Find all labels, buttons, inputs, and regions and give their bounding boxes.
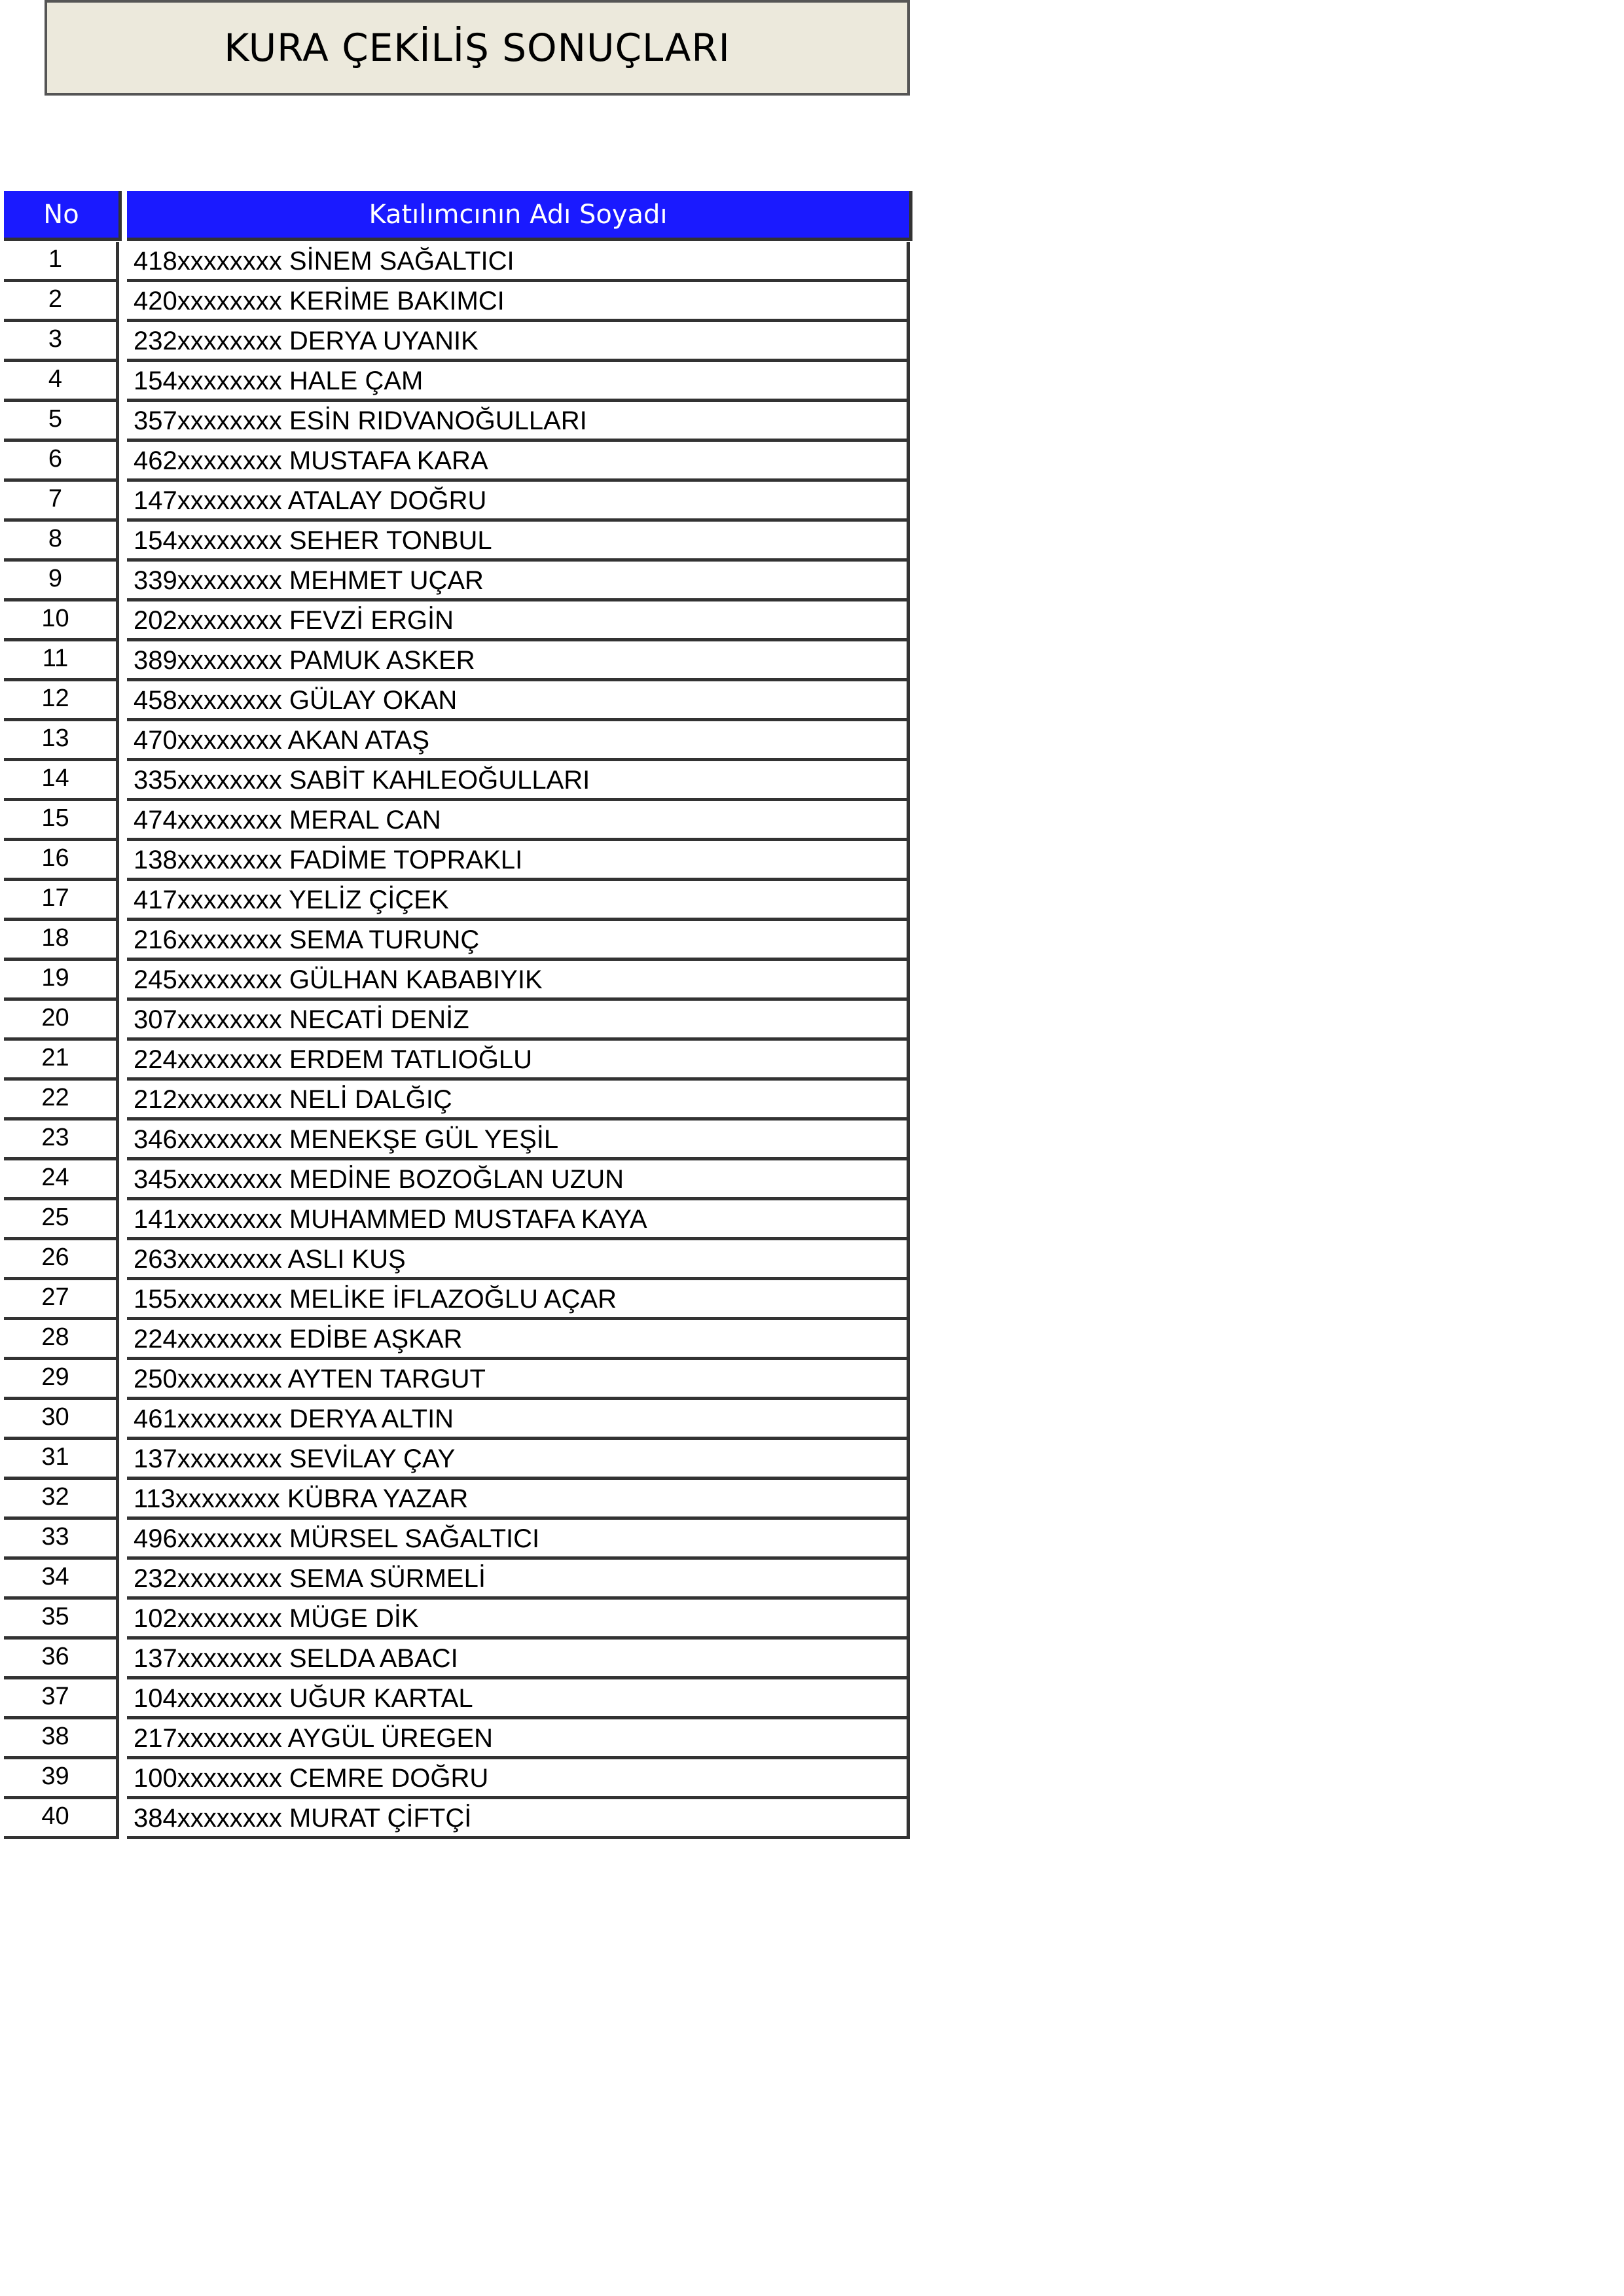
table-row	[4, 961, 912, 1001]
participant-name: 102xxxxxxxx MÜGE DİK	[127, 1600, 910, 1640]
row-number: 5	[4, 402, 119, 442]
participant-name: 335xxxxxxxx SABİT KAHLEOĞULLARI	[127, 761, 910, 801]
table-row	[4, 282, 912, 322]
participant-name: 417xxxxxxxx YELİZ ÇİÇEK	[127, 881, 910, 921]
participant-name: 496xxxxxxxx MÜRSEL SAĞALTICI	[127, 1520, 910, 1560]
table-row	[4, 402, 912, 442]
participant-name: 357xxxxxxxx ESİN RIDVANOĞULLARI	[127, 402, 910, 442]
table-row	[4, 1640, 912, 1679]
table-row	[4, 721, 912, 761]
participant-name: 418xxxxxxxx SİNEM SAĞALTICI	[127, 242, 910, 282]
row-number: 18	[4, 921, 119, 961]
row-number: 25	[4, 1200, 119, 1240]
row-number: 4	[4, 362, 119, 402]
table-row	[4, 1360, 912, 1400]
table-row	[4, 522, 912, 562]
row-number: 16	[4, 841, 119, 881]
participant-name: 470xxxxxxxx AKAN ATAŞ	[127, 721, 910, 761]
table-row	[4, 442, 912, 482]
row-number: 36	[4, 1640, 119, 1679]
table-header	[4, 191, 912, 241]
table-row	[4, 601, 912, 641]
row-number: 35	[4, 1600, 119, 1640]
participant-name: 384xxxxxxxx MURAT ÇİFTÇİ	[127, 1799, 910, 1839]
row-number: 3	[4, 322, 119, 362]
table-row	[4, 242, 912, 282]
participant-name: 232xxxxxxxx SEMA SÜRMELİ	[127, 1560, 910, 1600]
participant-name: 339xxxxxxxx MEHMET UÇAR	[127, 562, 910, 601]
participant-name: 137xxxxxxxx SEVİLAY ÇAY	[127, 1440, 910, 1480]
participant-name: 346xxxxxxxx MENEKŞE GÜL YEŞİL	[127, 1121, 910, 1160]
table-row	[4, 1240, 912, 1280]
table-row	[4, 1200, 912, 1240]
table-row	[4, 1799, 912, 1839]
participant-name: 461xxxxxxxx DERYA ALTIN	[127, 1400, 910, 1440]
participant-name: 104xxxxxxxx UĞUR KARTAL	[127, 1679, 910, 1719]
participant-name: 202xxxxxxxx FEVZİ ERGİN	[127, 601, 910, 641]
table-row	[4, 322, 912, 362]
header-name: Katılımcının Adı Soyadı	[127, 191, 912, 241]
row-number: 38	[4, 1719, 119, 1759]
table-row	[4, 1160, 912, 1200]
participant-name: 232xxxxxxxx DERYA UYANIK	[127, 322, 910, 362]
table-row	[4, 1520, 912, 1560]
participant-name: 474xxxxxxxx MERAL CAN	[127, 801, 910, 841]
row-number: 39	[4, 1759, 119, 1799]
title-box	[45, 0, 910, 96]
participant-name: 138xxxxxxxx FADİME TOPRAKLI	[127, 841, 910, 881]
row-number: 10	[4, 601, 119, 641]
participant-name: 224xxxxxxxx ERDEM TATLIOĞLU	[127, 1041, 910, 1081]
row-number: 12	[4, 681, 119, 721]
row-number: 27	[4, 1280, 119, 1320]
participant-name: 389xxxxxxxx PAMUK ASKER	[127, 641, 910, 681]
table-row	[4, 801, 912, 841]
table-row	[4, 681, 912, 721]
table-row	[4, 562, 912, 601]
row-number: 28	[4, 1320, 119, 1360]
row-number: 22	[4, 1081, 119, 1121]
participant-name: 137xxxxxxxx SELDA ABACI	[127, 1640, 910, 1679]
table-row	[4, 1679, 912, 1719]
table-row	[4, 1480, 912, 1520]
table-row	[4, 761, 912, 801]
table-row	[4, 1440, 912, 1480]
participant-name: 212xxxxxxxx NELİ DALĞIÇ	[127, 1081, 910, 1121]
table-row	[4, 1041, 912, 1081]
table-row	[4, 1081, 912, 1121]
row-number: 23	[4, 1121, 119, 1160]
participant-name: 113xxxxxxxx KÜBRA YAZAR	[127, 1480, 910, 1520]
table-row	[4, 362, 912, 402]
participant-name: 345xxxxxxxx MEDİNE BOZOĞLAN UZUN	[127, 1160, 910, 1200]
participant-name: 307xxxxxxxx NECATİ DENİZ	[127, 1001, 910, 1041]
table-row	[4, 1400, 912, 1440]
results-table	[4, 191, 912, 1839]
table-row	[4, 1719, 912, 1759]
table-row	[4, 841, 912, 881]
row-number: 30	[4, 1400, 119, 1440]
row-number: 32	[4, 1480, 119, 1520]
participant-name: 147xxxxxxxx ATALAY DOĞRU	[127, 482, 910, 522]
row-number: 7	[4, 482, 119, 522]
page-title: KURA ÇEKİLİŞ SONUÇLARI	[224, 26, 731, 70]
row-number: 14	[4, 761, 119, 801]
row-number: 9	[4, 562, 119, 601]
row-number: 24	[4, 1160, 119, 1200]
table-row	[4, 1320, 912, 1360]
table-row	[4, 1121, 912, 1160]
row-number: 26	[4, 1240, 119, 1280]
row-number: 17	[4, 881, 119, 921]
row-number: 20	[4, 1001, 119, 1041]
row-number: 6	[4, 442, 119, 482]
participant-name: 224xxxxxxxx EDİBE AŞKAR	[127, 1320, 910, 1360]
row-number: 34	[4, 1560, 119, 1600]
participant-name: 217xxxxxxxx AYGÜL ÜREGEN	[127, 1719, 910, 1759]
row-number: 8	[4, 522, 119, 562]
row-number: 37	[4, 1679, 119, 1719]
participant-name: 420xxxxxxxx KERİME BAKIMCI	[127, 282, 910, 322]
row-number: 1	[4, 242, 119, 282]
table-row	[4, 1600, 912, 1640]
participant-name: 154xxxxxxxx HALE ÇAM	[127, 362, 910, 402]
header-no: No	[4, 191, 122, 241]
participant-name: 250xxxxxxxx AYTEN TARGUT	[127, 1360, 910, 1400]
table-row	[4, 881, 912, 921]
row-number: 21	[4, 1041, 119, 1081]
table-row	[4, 482, 912, 522]
table-row	[4, 1001, 912, 1041]
table-row	[4, 1759, 912, 1799]
table-row	[4, 641, 912, 681]
table-row	[4, 1560, 912, 1600]
participant-name: 216xxxxxxxx SEMA TURUNÇ	[127, 921, 910, 961]
row-number: 31	[4, 1440, 119, 1480]
row-number: 11	[4, 641, 119, 681]
row-number: 2	[4, 282, 119, 322]
table-row	[4, 1280, 912, 1320]
table-body	[4, 242, 912, 1839]
row-number: 29	[4, 1360, 119, 1400]
participant-name: 100xxxxxxxx CEMRE DOĞRU	[127, 1759, 910, 1799]
participant-name: 154xxxxxxxx SEHER TONBUL	[127, 522, 910, 562]
participant-name: 263xxxxxxxx ASLI KUŞ	[127, 1240, 910, 1280]
row-number: 13	[4, 721, 119, 761]
participant-name: 155xxxxxxxx MELİKE İFLAZOĞLU AÇAR	[127, 1280, 910, 1320]
participant-name: 141xxxxxxxx MUHAMMED MUSTAFA KAYA	[127, 1200, 910, 1240]
participant-name: 458xxxxxxxx GÜLAY OKAN	[127, 681, 910, 721]
row-number: 15	[4, 801, 119, 841]
row-number: 33	[4, 1520, 119, 1560]
table-row	[4, 921, 912, 961]
participant-name: 462xxxxxxxx MUSTAFA KARA	[127, 442, 910, 482]
row-number: 40	[4, 1799, 119, 1839]
participant-name: 245xxxxxxxx GÜLHAN KABABIYIK	[127, 961, 910, 1001]
row-number: 19	[4, 961, 119, 1001]
